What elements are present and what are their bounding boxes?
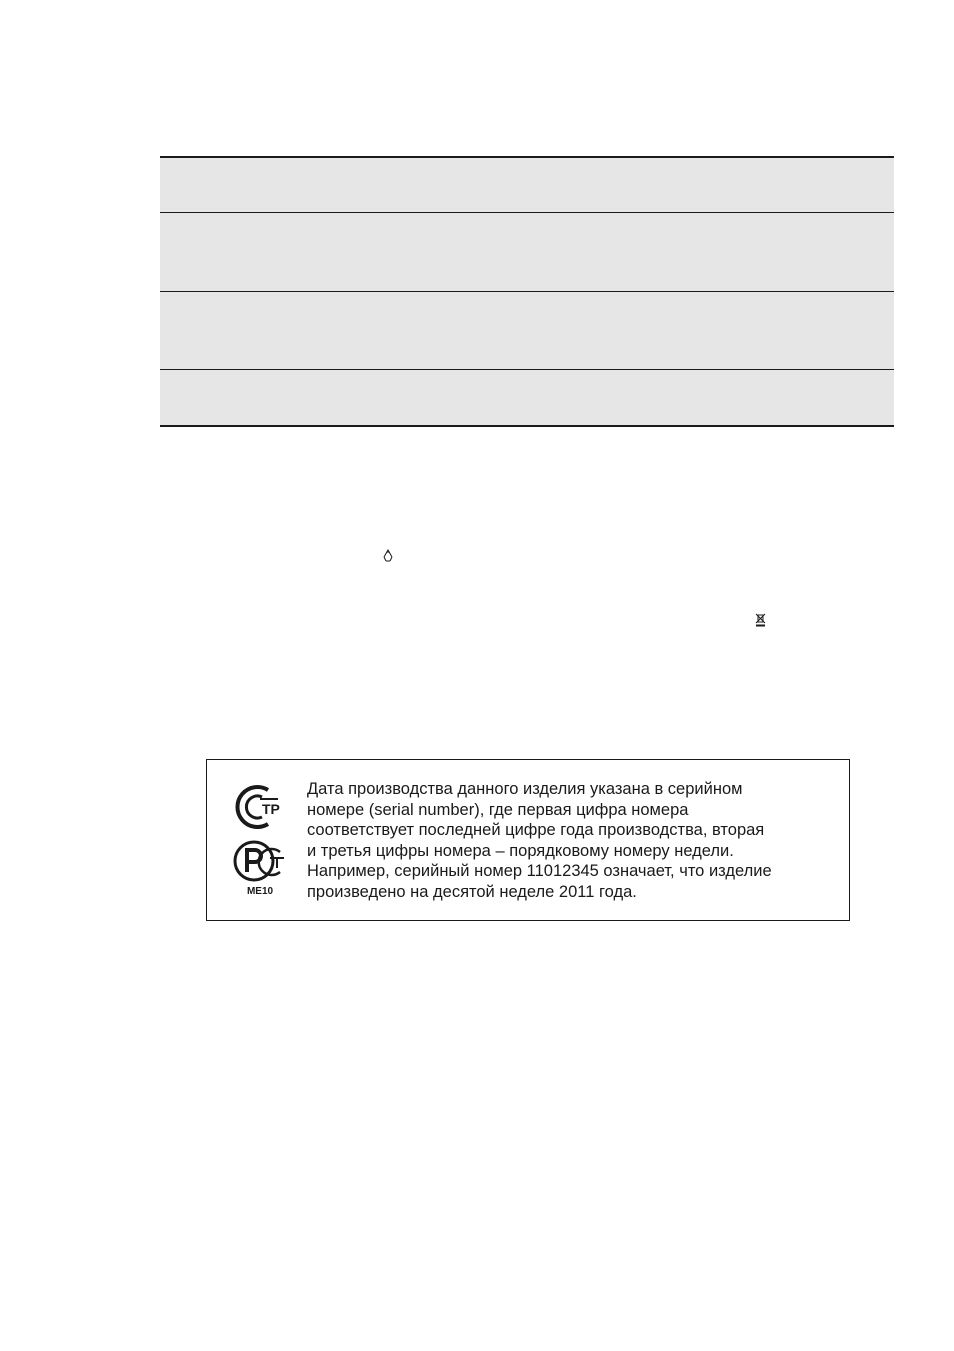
notice-line: и третья цифры номера – порядковому номеру недели.	[307, 841, 734, 860]
notice-line: Например, серийный номер 11012345 означает, что изделие	[307, 862, 772, 880]
production-date-notice	[206, 759, 850, 921]
table-row	[160, 213, 894, 292]
eac-tr-mark-icon	[232, 782, 288, 832]
spec-table	[160, 156, 894, 427]
table-row	[160, 292, 894, 370]
svg-text:ТР: ТР	[262, 801, 280, 817]
pct-certification-mark-icon	[232, 838, 288, 884]
certification-code: ME10	[246, 886, 274, 897]
notice-line: произведено на десятой неделе 2011 года.	[307, 882, 637, 901]
notice-text	[307, 779, 842, 902]
notice-line: номере (serial number), где первая цифра номера	[307, 800, 689, 819]
table-row	[160, 158, 894, 213]
notice-line: соответствует последней цифре года производства, вторая	[307, 821, 765, 839]
table-row	[160, 370, 894, 425]
notice-line: Дата производства данного изделия указана в серийном	[307, 780, 743, 798]
recycle-icon	[381, 548, 395, 564]
crossed-out-bin-icon	[755, 613, 766, 627]
